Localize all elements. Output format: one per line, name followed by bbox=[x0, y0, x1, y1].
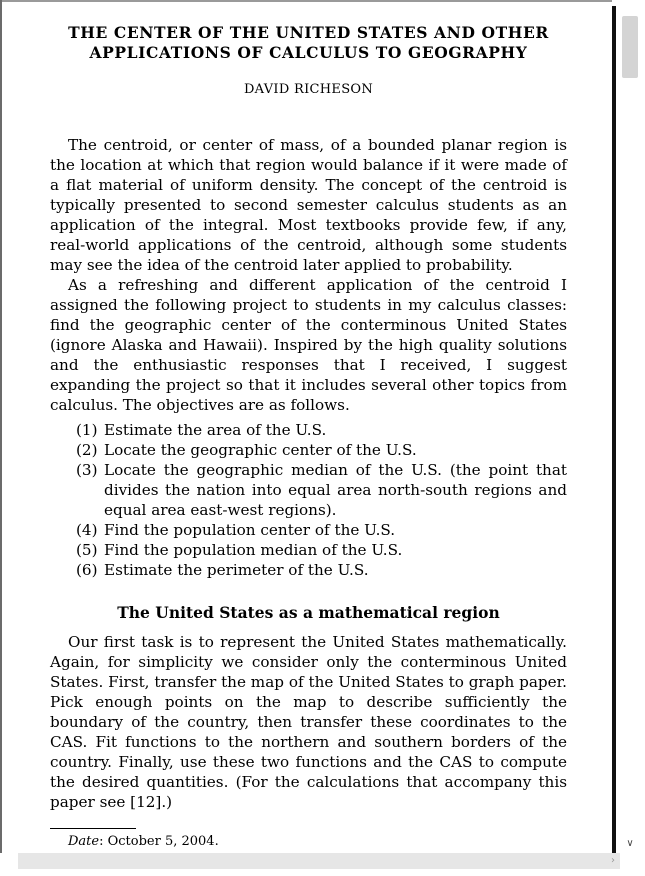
scrollbar-corner bbox=[620, 853, 645, 869]
list-item bbox=[50, 520, 567, 540]
list-item bbox=[50, 540, 567, 560]
list-item bbox=[50, 560, 567, 580]
vertical-scrollbar[interactable] bbox=[620, 6, 642, 853]
scroll-right-arrow-icon[interactable]: › bbox=[611, 855, 615, 866]
list-item-number: (6) bbox=[76, 561, 98, 579]
list-item-number: (4) bbox=[76, 521, 98, 539]
list-item-text: Estimate the perimeter of the U.S. bbox=[104, 561, 369, 579]
list-item-text: Find the population center of the U.S. bbox=[104, 521, 396, 539]
list-item-text: Locate the geographic center of the U.S. bbox=[104, 441, 417, 459]
footnote bbox=[50, 832, 567, 852]
list-item-text: Locate the geographic median of the U.S. (the point that divides the nation into equal area north-south regions and equal area east-west regions). bbox=[104, 461, 567, 519]
title-line-1: THE CENTER OF THE UNITED STATES AND OTHER bbox=[68, 23, 549, 42]
list-item-text: Find the population median of the U.S. bbox=[104, 541, 403, 559]
list-item-number: (1) bbox=[76, 421, 98, 439]
list-item-number: (5) bbox=[76, 541, 98, 559]
paragraph-3: Our first task is to represent the United States mathematically. Again, for simplicity we consider only the conterminous United States. First, transfer the map of the United States to graph paper. Pick enough points on the map to describe sufficiently the boundary of the country, then transfer these coordinates to the CAS. Fit functions to the northern and southern borders of the country. Finally, use these two functions and the CAS to compute the desired quantities. (For the calculations that accompany this paper see [12].) bbox=[50, 633, 567, 811]
list-item-number: (2) bbox=[76, 441, 98, 459]
title-line-2: APPLICATIONS OF CALCULUS TO GEOGRAPHY bbox=[89, 43, 528, 62]
page-right-edge bbox=[612, 6, 616, 853]
footnote-rule bbox=[50, 828, 136, 829]
paragraph-2: As a refreshing and different application of the centroid I assigned the following project to students in my calculus classes: find the geographic center of the conterminous United States (ignore Alaska and Hawaii). Inspired by the high quality solutions and the enthusiastic responses that I received, I suggest expanding the project so that it includes several other topics from calculus. The objectives are as follows. bbox=[50, 276, 567, 414]
scroll-down-arrow-icon[interactable]: ∨ bbox=[626, 838, 634, 849]
footnote-key: Date bbox=[68, 834, 100, 849]
paragraph-1: The centroid, or center of mass, of a bounded planar region is the location at which that region would balance if it were made of a flat material of uniform density. The concept of the centroid is typically presented to second semester calculus students as an application of the integral. Most textbooks provide few, if any, real-world applications of the centroid, although some students may see the idea of the centroid later applied to probability. bbox=[50, 136, 567, 274]
page-content bbox=[50, 18, 567, 876]
list-item bbox=[50, 460, 567, 520]
section-heading: The United States as a mathematical region bbox=[117, 603, 500, 622]
objectives-list bbox=[50, 420, 567, 580]
paper-title bbox=[50, 23, 567, 63]
vertical-scrollbar-thumb[interactable] bbox=[622, 16, 638, 78]
footnote-value: : October 5, 2004. bbox=[99, 834, 219, 849]
list-item-number: (3) bbox=[76, 461, 98, 479]
horizontal-scrollbar[interactable] bbox=[18, 853, 620, 869]
list-item bbox=[50, 440, 567, 460]
list-item-text: Estimate the area of the U.S. bbox=[104, 421, 327, 439]
author: DAVID RICHESON bbox=[243, 82, 374, 97]
list-item bbox=[50, 420, 567, 440]
pdf-page bbox=[2, 2, 612, 853]
